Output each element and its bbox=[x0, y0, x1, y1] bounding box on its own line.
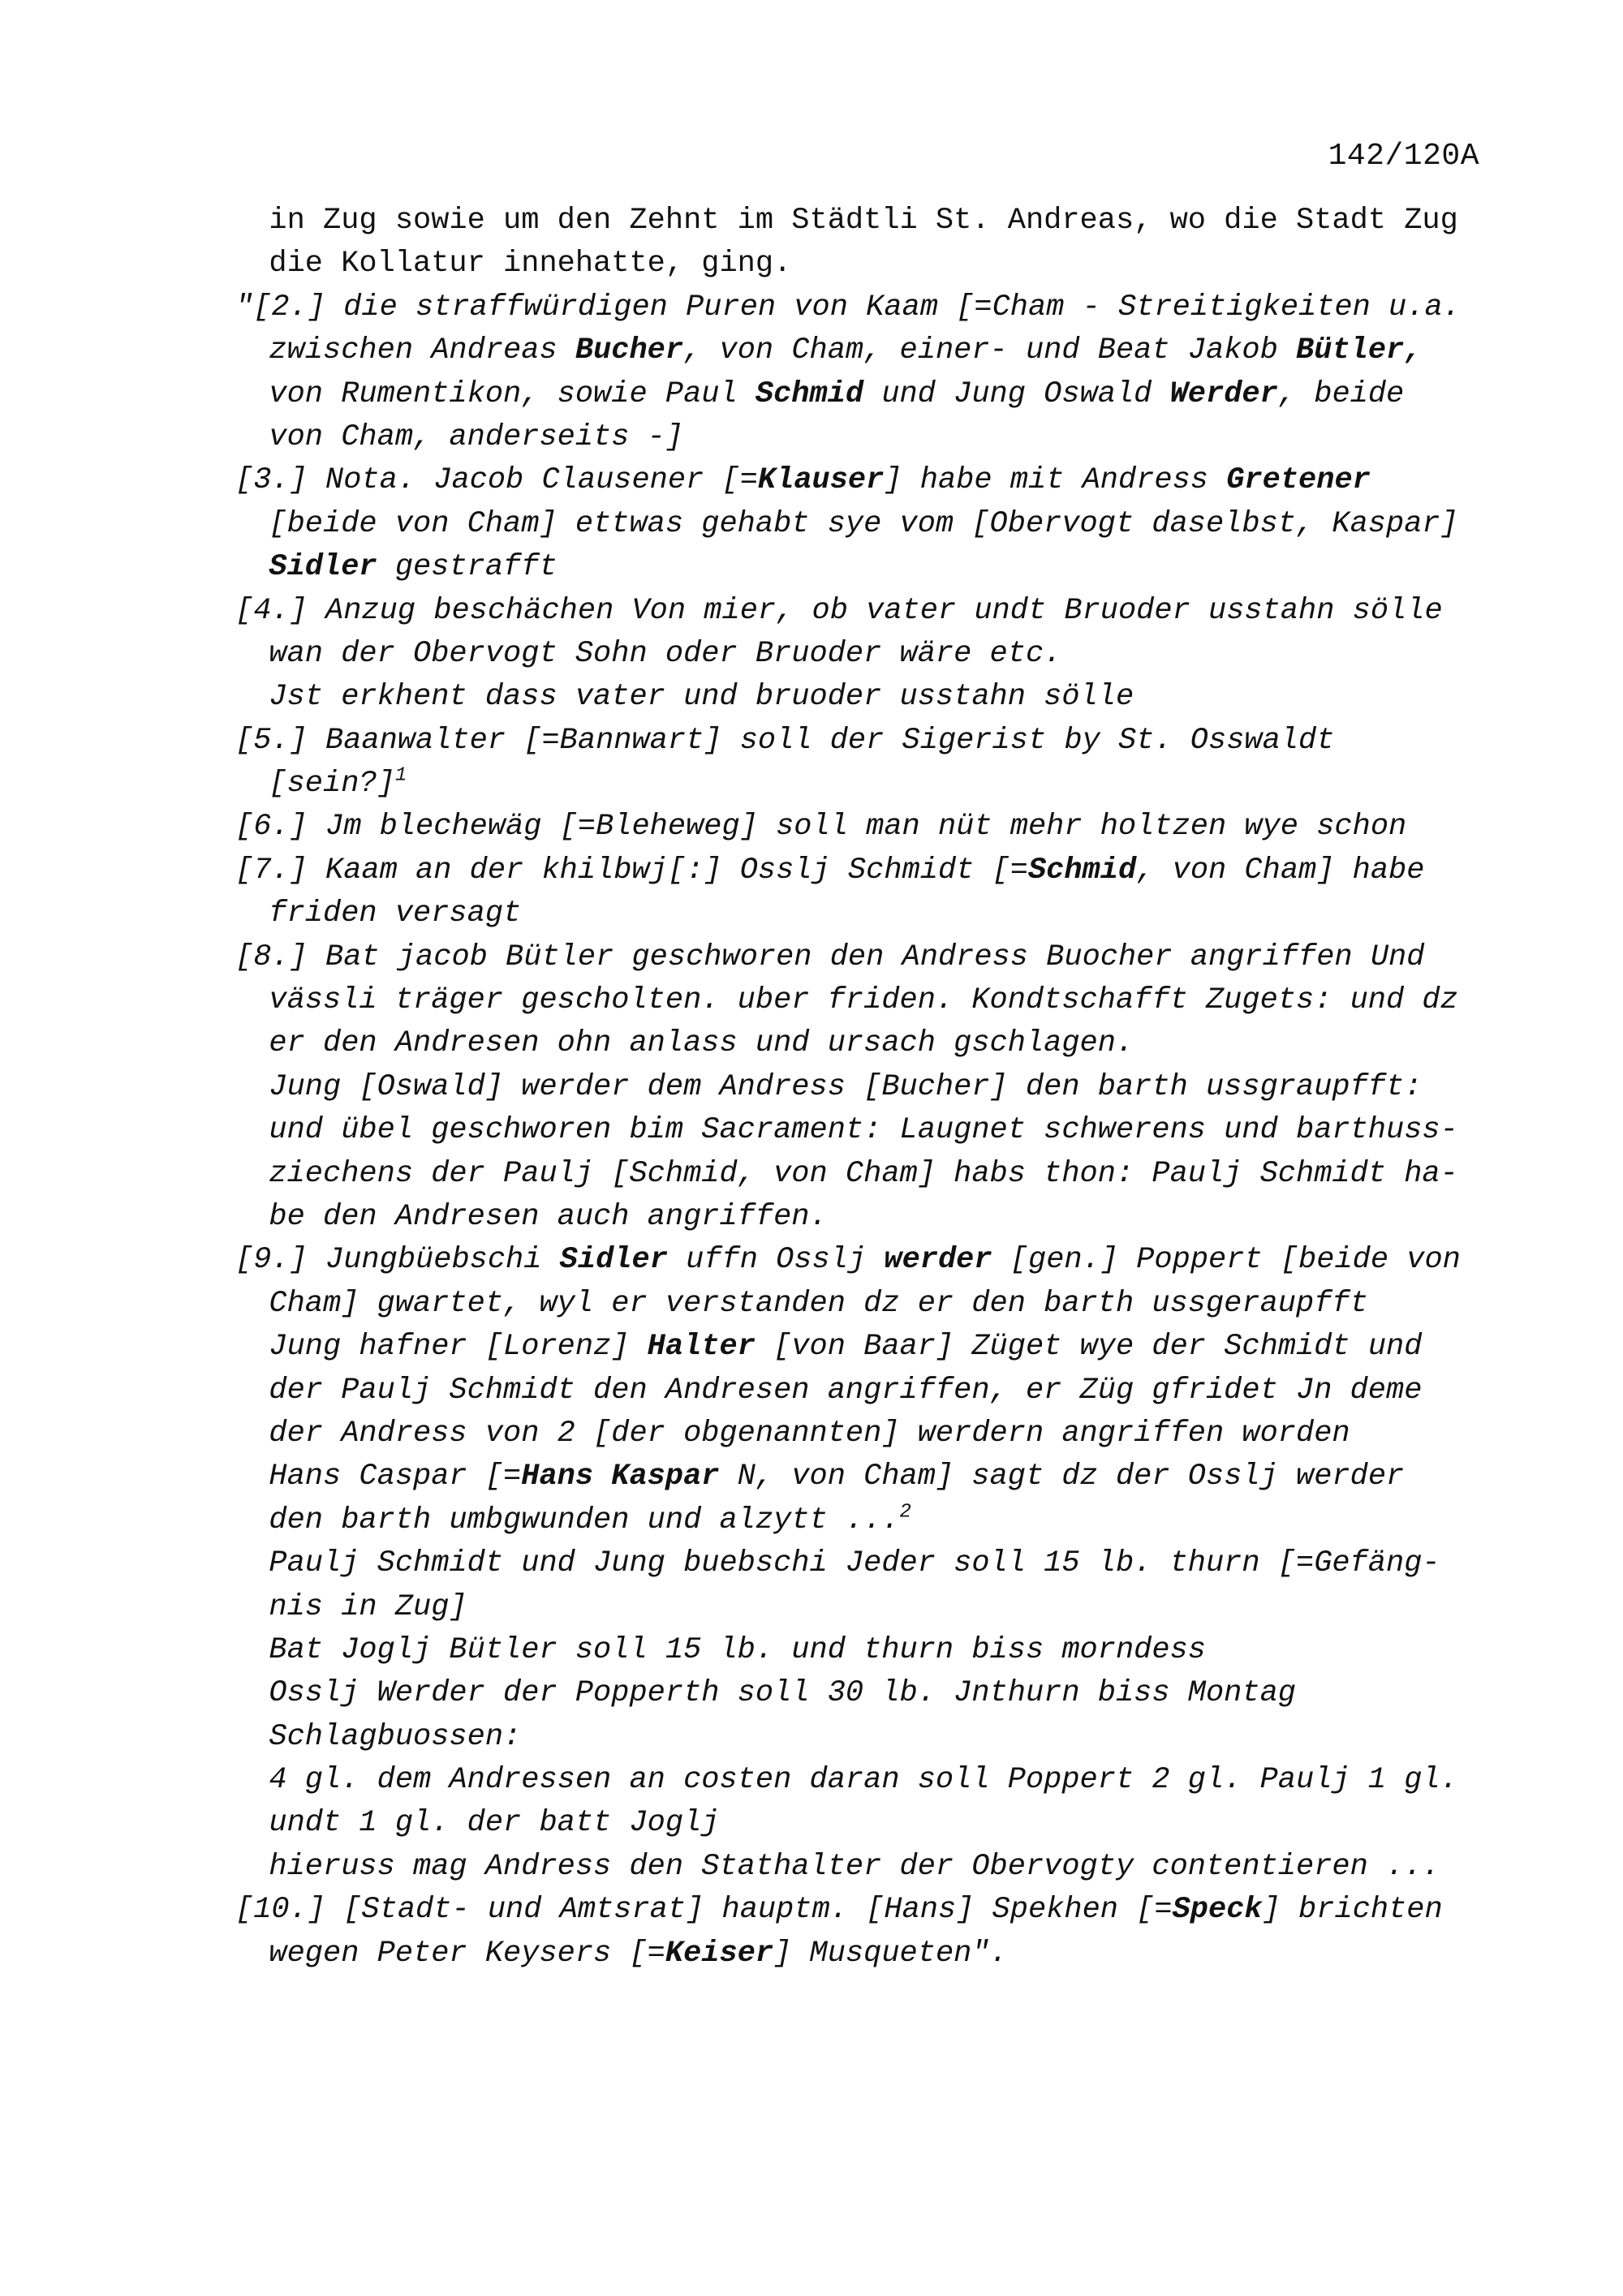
text-line bbox=[235, 1629, 1485, 1672]
text-segment: Schlagbuossen: bbox=[269, 1719, 522, 1754]
text-segment: be den Andresen auch angriffen. bbox=[269, 1199, 828, 1234]
footnote-marker: 1 bbox=[394, 764, 407, 787]
text-line bbox=[235, 936, 1485, 979]
text-line bbox=[235, 329, 1485, 372]
text-segment: [von Baar] Züget wye der Schmidt und bbox=[755, 1330, 1423, 1365]
text-line bbox=[235, 1022, 1485, 1065]
text-segment: "[2.] die straffwürdigen Puren von Kaam bbox=[235, 290, 957, 325]
text-segment: wan der Obervogt Sohn oder Bruoder wäre etc. bbox=[269, 636, 1062, 671]
name-emphasis: Keiser bbox=[665, 1936, 774, 1971]
text-segment: [5.] Baanwalter [=Bannwart] soll der Sigerist by St. Osswaldt bbox=[235, 723, 1335, 758]
text-segment: vässli träger gescholten. uber friden. Kondtschafft Zugets: und dz bbox=[269, 983, 1458, 1018]
name-emphasis: Bucher bbox=[575, 333, 684, 368]
page-number: 142/120A bbox=[1328, 139, 1479, 174]
text-line bbox=[235, 1153, 1485, 1196]
text-line bbox=[235, 763, 1485, 806]
text-segment: [9.] Jungbüebschi bbox=[235, 1243, 560, 1278]
text-segment: hieruss mag Andress den Stathalter der Obervogty contentieren ... bbox=[269, 1849, 1440, 1884]
text-segment: nis in Zug] bbox=[269, 1589, 467, 1624]
text-line bbox=[235, 1412, 1485, 1455]
text-segment: Jst erkhent dass vater und bruoder usstahn sölle bbox=[269, 680, 1134, 715]
text-line bbox=[235, 1889, 1485, 1932]
text-segment: er den Andresen ohn anlass und ursach gschlagen. bbox=[269, 1026, 1134, 1061]
text-segment: ] brichten bbox=[1262, 1893, 1443, 1928]
text-segment: friden versagt bbox=[269, 896, 522, 931]
text-segment: ziechens der Paulj [Schmid, von Cham] habs thon: Paulj Schmidt ha- bbox=[269, 1156, 1458, 1191]
text-line bbox=[235, 243, 1485, 286]
name-emphasis: Gretener bbox=[1226, 463, 1371, 498]
text-segment: [7.] Kaam an der khilbwj[:] Osslj Schmidt [= bbox=[235, 853, 1028, 888]
name-emphasis: Hans Kaspar bbox=[521, 1460, 720, 1494]
name-emphasis: , bbox=[1404, 333, 1423, 368]
text-segment: , beide bbox=[1277, 376, 1405, 411]
text-segment: Paulj Schmidt und Jung buebschi Jeder soll 15 lb. thurn [=Gefäng- bbox=[269, 1546, 1440, 1581]
text-segment: [gen.] Poppert [beide von bbox=[992, 1243, 1461, 1278]
text-segment: [4.] Anzug beschächen Von mier, ob vater undt Bruoder usstahn sölle bbox=[235, 593, 1443, 628]
text-line bbox=[235, 1586, 1485, 1629]
text-line bbox=[235, 806, 1485, 849]
text-segment: den barth umbgwunden und alzytt ... bbox=[269, 1503, 900, 1537]
text-segment: in Zug sowie um den Zehnt im Städtli St. Andreas, wo die Stadt Zug bbox=[269, 204, 1458, 238]
text-line bbox=[235, 849, 1485, 892]
text-segment: [8.] Bat jacob Bütler geschworen den Andress Buocher angriffen Und bbox=[235, 939, 1425, 974]
text-line bbox=[235, 1066, 1485, 1109]
text-line bbox=[235, 720, 1485, 763]
name-emphasis: Werder bbox=[1169, 376, 1278, 411]
text-segment: , von Cham] habe bbox=[1136, 853, 1425, 888]
text-line bbox=[235, 892, 1485, 935]
footnote-marker: 2 bbox=[899, 1501, 911, 1524]
text-segment: [3.] Nota. Jacob Clausener [= bbox=[235, 463, 758, 498]
text-segment: zwischen Andreas bbox=[269, 333, 575, 368]
text-segment: wegen Peter Keysers [= bbox=[269, 1936, 665, 1971]
text-segment: gestrafft bbox=[377, 550, 558, 585]
text-segment: , von Cham, einer- und Beat Jakob bbox=[683, 333, 1297, 368]
text-line bbox=[235, 1933, 1485, 1976]
name-emphasis: werder bbox=[884, 1243, 992, 1278]
text-line bbox=[235, 1369, 1485, 1412]
text-line bbox=[235, 1326, 1485, 1369]
text-segment: ] habe mit Andress bbox=[884, 463, 1227, 498]
text-line bbox=[235, 633, 1485, 676]
text-line bbox=[235, 546, 1485, 589]
text-segment: [sein?] bbox=[269, 767, 395, 802]
text-segment: der Paulj Schmidt den Andresen angriffen, er Züg gfridet Jn deme bbox=[269, 1373, 1423, 1408]
text-segment: Hans Caspar [= bbox=[269, 1460, 522, 1494]
text-segment: von Cham, anderseits -] bbox=[269, 419, 684, 454]
text-segment: Jung hafner [Lorenz] bbox=[269, 1330, 648, 1365]
text-segment: N, von Cham] sagt dz der Osslj werder bbox=[719, 1460, 1405, 1494]
text-line bbox=[235, 1109, 1485, 1152]
text-line bbox=[235, 1455, 1485, 1498]
text-segment: von Rumentikon, sowie Paul bbox=[269, 376, 756, 411]
text-segment: undt 1 gl. der batt Joglj bbox=[269, 1806, 720, 1841]
name-emphasis: Sidler bbox=[269, 550, 377, 585]
name-emphasis: Halter bbox=[647, 1330, 756, 1365]
document-body bbox=[235, 200, 1485, 1976]
text-segment: die Kollatur innehatte, ging. bbox=[269, 247, 792, 282]
text-line bbox=[235, 1196, 1485, 1239]
text-line bbox=[235, 416, 1485, 459]
name-emphasis: Schmid bbox=[1027, 853, 1137, 888]
text-line bbox=[235, 1283, 1485, 1326]
text-line bbox=[235, 1802, 1485, 1845]
text-segment: und übel geschworen bim Sacrament: Laugnet schwerens und barthuss- bbox=[269, 1113, 1458, 1148]
name-emphasis: Sidler bbox=[559, 1243, 668, 1278]
text-line bbox=[235, 1846, 1485, 1889]
text-line bbox=[235, 459, 1485, 502]
text-segment: Cham] gwartet, wyl er verstanden dz er den barth ussgeraupfft bbox=[269, 1286, 1368, 1321]
text-segment: der Andress von 2 [der obgenannten] werdern angriffen worden bbox=[269, 1416, 1350, 1451]
text-segment: Osslj Werder der Popperth soll 30 lb. Jnthurn biss Montag bbox=[269, 1676, 1296, 1711]
text-line bbox=[235, 503, 1485, 546]
text-line bbox=[235, 1672, 1485, 1715]
text-line bbox=[235, 373, 1485, 416]
text-segment: 4 gl. dem Andressen an costen daran soll Poppert 2 gl. Paulj 1 gl. bbox=[269, 1763, 1458, 1798]
text-line bbox=[235, 590, 1485, 633]
text-segment: Bat Joglj Bütler soll 15 lb. und thurn biss morndess bbox=[269, 1632, 1206, 1667]
text-line bbox=[235, 200, 1485, 243]
name-emphasis: Speck bbox=[1172, 1893, 1263, 1928]
text-segment: [beide von Cham] ettwas gehabt sye vom [Obervogt daselbst, Kaspar] bbox=[269, 506, 1458, 541]
text-segment: [=Cham - Streitigkeiten u.a. bbox=[956, 290, 1461, 325]
text-line bbox=[235, 1499, 1485, 1542]
text-line bbox=[235, 1759, 1485, 1802]
text-line bbox=[235, 1239, 1485, 1282]
text-segment: Jung [Oswald] werder dem Andress [Bucher] den barth ussgraupfft: bbox=[269, 1069, 1423, 1104]
text-line bbox=[235, 1716, 1485, 1759]
name-emphasis: Schmid bbox=[755, 376, 864, 411]
name-emphasis: Klauser bbox=[757, 463, 885, 498]
text-line bbox=[235, 1542, 1485, 1585]
name-emphasis: Bütler bbox=[1296, 333, 1405, 368]
text-segment: uffn Osslj bbox=[667, 1243, 885, 1278]
text-segment: und Jung Oswald bbox=[863, 376, 1170, 411]
text-segment: [6.] Jm blechewäg [=Bleheweg] soll man nüt mehr holtzen wye schon bbox=[235, 810, 1407, 845]
text-line bbox=[235, 676, 1485, 719]
text-line bbox=[235, 286, 1485, 329]
text-segment: ] Musqueten". bbox=[773, 1936, 1008, 1971]
text-line bbox=[235, 979, 1485, 1022]
text-segment: [10.] [Stadt- und Amtsrat] hauptm. [Hans] Spekhen [= bbox=[235, 1893, 1173, 1928]
